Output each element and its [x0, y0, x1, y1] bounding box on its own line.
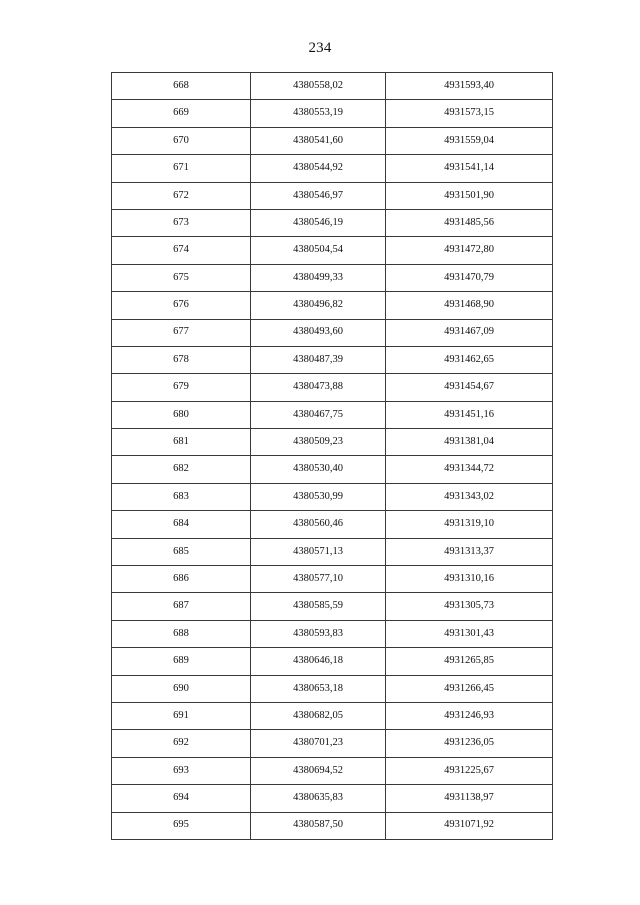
y-coordinate-cell: 4931343,02 — [386, 483, 553, 510]
y-coordinate-cell: 4931381,04 — [386, 429, 553, 456]
table-row — [112, 155, 553, 182]
table-row — [112, 620, 553, 647]
point-number-cell: 692 — [112, 730, 251, 757]
y-coordinate-cell: 4931225,67 — [386, 757, 553, 784]
x-coordinate-cell: 4380504,54 — [251, 237, 386, 264]
x-coordinate-cell: 4380646,18 — [251, 648, 386, 675]
point-number-cell: 671 — [112, 155, 251, 182]
x-coordinate-cell: 4380496,82 — [251, 292, 386, 319]
table-row — [112, 675, 553, 702]
y-coordinate-cell: 4931071,92 — [386, 812, 553, 839]
x-coordinate-cell: 4380546,19 — [251, 209, 386, 236]
x-coordinate-cell: 4380585,59 — [251, 593, 386, 620]
point-number-cell: 690 — [112, 675, 251, 702]
point-number-cell: 685 — [112, 538, 251, 565]
point-number-cell: 680 — [112, 401, 251, 428]
y-coordinate-cell: 4931470,79 — [386, 264, 553, 291]
point-number-cell: 674 — [112, 237, 251, 264]
point-number-cell: 695 — [112, 812, 251, 839]
table-row — [112, 127, 553, 154]
x-coordinate-cell: 4380499,33 — [251, 264, 386, 291]
y-coordinate-cell: 4931313,37 — [386, 538, 553, 565]
x-coordinate-cell: 4380509,23 — [251, 429, 386, 456]
y-coordinate-cell: 4931236,05 — [386, 730, 553, 757]
x-coordinate-cell: 4380544,92 — [251, 155, 386, 182]
table-row — [112, 319, 553, 346]
table-row — [112, 566, 553, 593]
point-number-cell: 693 — [112, 757, 251, 784]
table-row — [112, 812, 553, 839]
y-coordinate-cell: 4931246,93 — [386, 702, 553, 729]
table-row — [112, 648, 553, 675]
point-number-cell: 691 — [112, 702, 251, 729]
y-coordinate-cell: 4931485,56 — [386, 209, 553, 236]
point-number-cell: 694 — [112, 785, 251, 812]
point-number-cell: 669 — [112, 100, 251, 127]
y-coordinate-cell: 4931467,09 — [386, 319, 553, 346]
x-coordinate-cell: 4380593,83 — [251, 620, 386, 647]
point-number-cell: 689 — [112, 648, 251, 675]
coordinates-table — [111, 72, 553, 840]
x-coordinate-cell: 4380487,39 — [251, 346, 386, 373]
point-number-cell: 687 — [112, 593, 251, 620]
point-number-cell: 679 — [112, 374, 251, 401]
table-row — [112, 401, 553, 428]
table-row — [112, 785, 553, 812]
table-row — [112, 264, 553, 291]
y-coordinate-cell: 4931462,65 — [386, 346, 553, 373]
x-coordinate-cell: 4380530,40 — [251, 456, 386, 483]
y-coordinate-cell: 4931559,04 — [386, 127, 553, 154]
y-coordinate-cell: 4931301,43 — [386, 620, 553, 647]
x-coordinate-cell: 4380571,13 — [251, 538, 386, 565]
x-coordinate-cell: 4380694,52 — [251, 757, 386, 784]
table-row — [112, 702, 553, 729]
y-coordinate-cell: 4931501,90 — [386, 182, 553, 209]
x-coordinate-cell: 4380473,88 — [251, 374, 386, 401]
point-number-cell: 676 — [112, 292, 251, 319]
y-coordinate-cell: 4931468,90 — [386, 292, 553, 319]
x-coordinate-cell: 4380558,02 — [251, 73, 386, 100]
x-coordinate-cell: 4380701,23 — [251, 730, 386, 757]
table-row — [112, 483, 553, 510]
y-coordinate-cell: 4931265,85 — [386, 648, 553, 675]
point-number-cell: 668 — [112, 73, 251, 100]
y-coordinate-cell: 4931310,16 — [386, 566, 553, 593]
page-number: 234 — [308, 40, 332, 56]
y-coordinate-cell: 4931451,16 — [386, 401, 553, 428]
point-number-cell: 684 — [112, 511, 251, 538]
table-row — [112, 100, 553, 127]
point-number-cell: 677 — [112, 319, 251, 346]
y-coordinate-cell: 4931344,72 — [386, 456, 553, 483]
point-number-cell: 675 — [112, 264, 251, 291]
y-coordinate-cell: 4931266,45 — [386, 675, 553, 702]
x-coordinate-cell: 4380546,97 — [251, 182, 386, 209]
x-coordinate-cell: 4380493,60 — [251, 319, 386, 346]
table-row — [112, 237, 553, 264]
table-row — [112, 456, 553, 483]
table-row — [112, 182, 553, 209]
x-coordinate-cell: 4380682,05 — [251, 702, 386, 729]
y-coordinate-cell: 4931305,73 — [386, 593, 553, 620]
table-row — [112, 292, 553, 319]
point-number-cell: 673 — [112, 209, 251, 236]
table-row — [112, 730, 553, 757]
point-number-cell: 672 — [112, 182, 251, 209]
x-coordinate-cell: 4380560,46 — [251, 511, 386, 538]
point-number-cell: 682 — [112, 456, 251, 483]
table-row — [112, 346, 553, 373]
point-number-cell: 678 — [112, 346, 251, 373]
x-coordinate-cell: 4380553,19 — [251, 100, 386, 127]
y-coordinate-cell: 4931541,14 — [386, 155, 553, 182]
table-row — [112, 429, 553, 456]
table-row — [112, 511, 553, 538]
x-coordinate-cell: 4380530,99 — [251, 483, 386, 510]
x-coordinate-cell: 4380587,50 — [251, 812, 386, 839]
x-coordinate-cell: 4380541,60 — [251, 127, 386, 154]
y-coordinate-cell: 4931454,67 — [386, 374, 553, 401]
x-coordinate-cell: 4380467,75 — [251, 401, 386, 428]
x-coordinate-cell: 4380635,83 — [251, 785, 386, 812]
coordinates-table-body — [112, 73, 553, 840]
table-row — [112, 209, 553, 236]
point-number-cell: 681 — [112, 429, 251, 456]
point-number-cell: 688 — [112, 620, 251, 647]
y-coordinate-cell: 4931573,15 — [386, 100, 553, 127]
x-coordinate-cell: 4380653,18 — [251, 675, 386, 702]
table-row — [112, 538, 553, 565]
table-row — [112, 593, 553, 620]
table-row — [112, 757, 553, 784]
y-coordinate-cell: 4931472,80 — [386, 237, 553, 264]
y-coordinate-cell: 4931593,40 — [386, 73, 553, 100]
table-row — [112, 374, 553, 401]
y-coordinate-cell: 4931138,97 — [386, 785, 553, 812]
table-row — [112, 73, 553, 100]
x-coordinate-cell: 4380577,10 — [251, 566, 386, 593]
point-number-cell: 686 — [112, 566, 251, 593]
point-number-cell: 683 — [112, 483, 251, 510]
point-number-cell: 670 — [112, 127, 251, 154]
y-coordinate-cell: 4931319,10 — [386, 511, 553, 538]
